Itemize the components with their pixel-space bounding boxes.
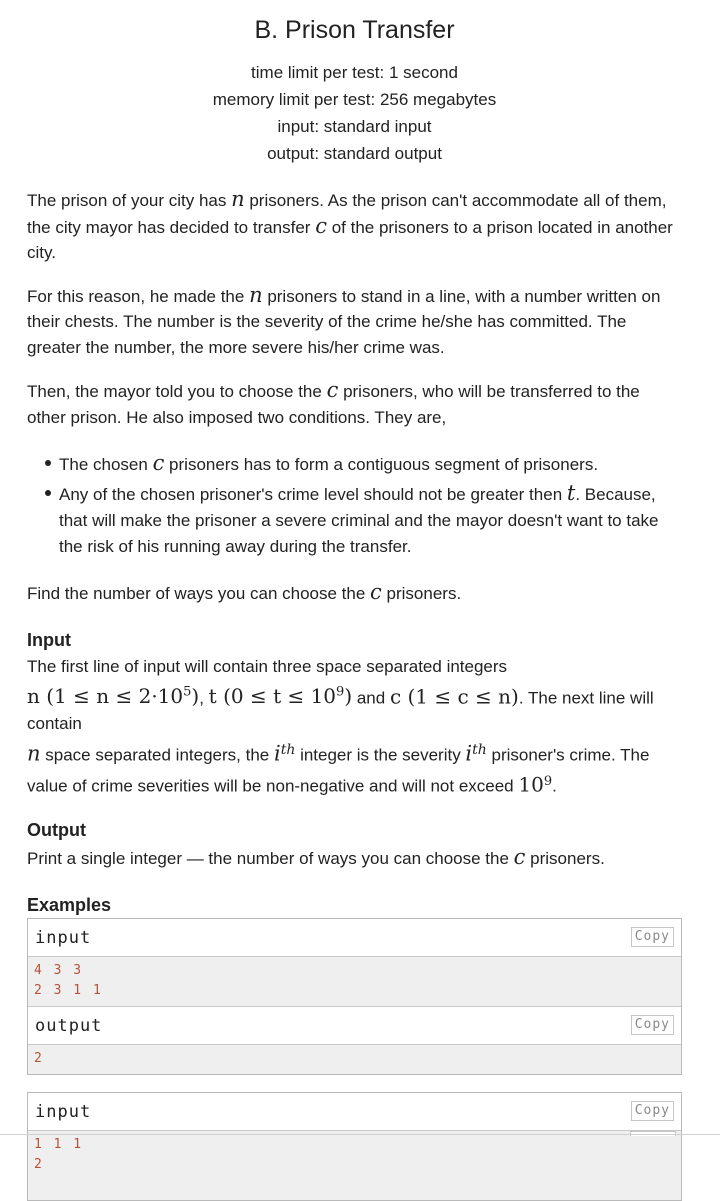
math-c-constraint: c (1 ≤ c ≤ n) — [389, 684, 519, 709]
input-label: input — [35, 1101, 92, 1122]
example-input-header — [28, 1093, 681, 1131]
math-n-constraint: n $(1 \le n \le 2\cdot 10^5)$ — [27, 684, 200, 709]
memory-limit: memory limit per test: 256 megabytes — [212, 90, 497, 109]
math-t-constraint: t $(0 \le t \le 10^9)$ — [208, 684, 353, 709]
math-i: i — [465, 741, 473, 766]
input-source: input: standard input — [277, 117, 432, 136]
math-n: n — [27, 741, 41, 766]
bullet-dot — [45, 490, 51, 496]
copy-button[interactable]: Copy — [631, 1015, 674, 1035]
copy-button[interactable]: Copy — [631, 1101, 674, 1121]
math-c: c — [513, 845, 526, 870]
example-line: 1 1 1 — [34, 1136, 84, 1152]
conditions-list — [27, 450, 682, 560]
math-c: c — [315, 213, 327, 238]
input-section — [27, 629, 682, 800]
condition-item: Any of the chosen prisoner's crime level should not be greater then t. Because, that will make the prisoner a severe criminal and the mayor doesn't want to take the risk of his running away during the transfer. — [27, 480, 682, 560]
example-line: 2 3 1 1 — [34, 982, 103, 998]
math-n: n — [249, 282, 263, 307]
problem-title: B. Prison Transfer — [254, 16, 455, 44]
output-title: Output — [27, 820, 86, 841]
statement-paragraph-3: Then, the mayor told you to choose the c prisoners, who will be transferred to the other prison. He also imposed two conditions. They are, — [27, 378, 640, 427]
math-c: c — [370, 580, 382, 604]
copy-button[interactable]: Copy — [631, 927, 674, 947]
example-input-header — [28, 919, 681, 957]
math-n: n — [231, 187, 245, 211]
example-output-header — [28, 1007, 681, 1045]
math-ten: 10 — [518, 772, 544, 797]
math-t: t — [566, 481, 576, 505]
output-label: output — [35, 1015, 103, 1036]
math-c: c — [326, 378, 339, 402]
example-1 — [27, 918, 682, 1075]
example-line: 4 3 3 — [34, 962, 84, 978]
statement-paragraph-4: Find the number of ways you can choose the c prisoners. — [27, 580, 462, 604]
example-line: 2 — [34, 1156, 44, 1172]
statement-paragraph-1: The prison of your city has n prisoners. As the prison can't accommodate all of them, the city mayor has decided to transfer c of the prisoners to a prison located in another city. — [27, 187, 673, 262]
bullet-dot — [45, 460, 51, 466]
output-target: output: standard output — [267, 144, 442, 163]
math-c: c — [152, 451, 165, 475]
example-2 — [27, 1092, 682, 1201]
time-limit: time limit per test: 1 second — [251, 63, 458, 82]
example-input-body — [28, 1131, 681, 1200]
example-output-body — [28, 1045, 681, 1074]
problem-limits — [27, 59, 682, 167]
example-input-body — [28, 957, 681, 1007]
math-i: i — [273, 741, 281, 766]
viewport-bottom-divider — [0, 1134, 720, 1135]
input-label: input — [35, 927, 92, 948]
statement-paragraph-2: For this reason, he made the n prisoners to stand in a line, with a number written on their chests. The number is the severity of the crime he/she has committed. The greater the number, the more severe his/her crime was. — [27, 282, 661, 357]
output-section — [27, 819, 682, 872]
output-description: Print a single integer — the number of ways you can choose the c prisoners. — [27, 845, 605, 870]
problem-page — [27, 0, 682, 1201]
input-title: Input — [27, 629, 71, 650]
example-line: 2 — [34, 1050, 44, 1066]
input-description: The first line of input will contain three space separated integers n $(1 \le n \le 2\cdot 10^5)$, t $(0 \le t \le 10^9)$ and c (1 ≤ c ≤ n). The next line will contain n space separated integers, the $i^{th}$ integer is the severity $i^{th}$ prisoner's crime. The value of crime severities will be non-negative and will not exceed $10^9$. — [27, 656, 654, 797]
examples-title: Examples — [27, 894, 112, 915]
condition-item: The chosen c prisoners has to form a contiguous segment of prisoners. — [27, 450, 682, 478]
